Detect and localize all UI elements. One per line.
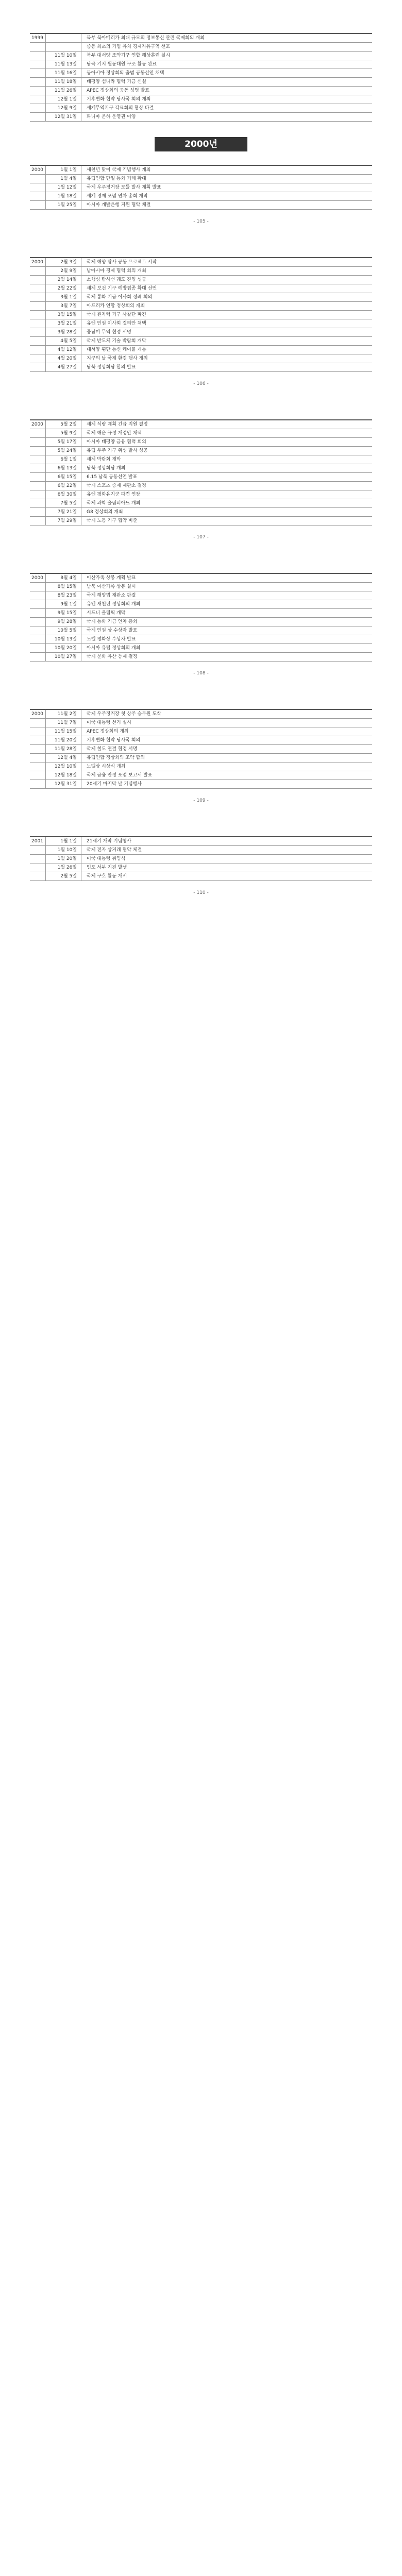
event-cell: 21세기 개막 기념행사 (87, 839, 131, 844)
date-cell: 2월 22일 (46, 284, 81, 293)
page-4 (30, 540, 372, 676)
date-cell: 10월 5일 (46, 626, 81, 635)
year-cell: 2001 (30, 837, 46, 845)
document (0, 0, 402, 895)
table-row (30, 635, 372, 644)
table-row (30, 420, 372, 429)
table-row (30, 745, 372, 754)
date-cell: 11월 15일 (46, 727, 81, 736)
year-cell: 2000 (30, 420, 46, 429)
date-cell: 4월 20일 (46, 354, 81, 363)
event-cell: 국제 통화 기금 이사회 정례 회의 (87, 295, 153, 300)
event-cell: 중남미 무역 협정 서명 (87, 330, 131, 335)
year-banner: 2000년 (155, 137, 247, 151)
table-row (30, 363, 372, 372)
table-row (30, 337, 372, 346)
event-cell: 남아시아 경제 협력 회의 개최 (87, 268, 146, 274)
date-cell: 1월 12일 (46, 183, 81, 192)
date-cell: 5월 17일 (46, 438, 81, 446)
table-row (30, 736, 372, 745)
table-row (30, 653, 372, 662)
date-cell: 1월 10일 (46, 846, 81, 854)
table-row (30, 95, 372, 104)
event-cell: 북부 북아메리카 최대 규모의 정보통신 관련 국제회의 개최 (87, 36, 205, 41)
date-cell: 6월 30일 (46, 490, 81, 499)
date-cell: 10월 13일 (46, 635, 81, 643)
page-1 (30, 0, 372, 224)
date-cell: 12월 31일 (46, 113, 81, 121)
date-cell: 9월 1일 (46, 600, 81, 608)
event-cell: 인도 서부 지진 발생 (87, 865, 127, 870)
table-row (30, 276, 372, 284)
event-cell: 국제 과학 올림피아드 개최 (87, 501, 141, 506)
date-cell: 8월 23일 (46, 591, 81, 600)
table-row (30, 490, 372, 499)
table-row (30, 618, 372, 626)
table-row (30, 780, 372, 789)
date-cell: 11월 7일 (46, 719, 81, 727)
table-row (30, 192, 372, 201)
event-cell: APEC 정상회의 공동 성명 발표 (87, 88, 149, 93)
event-cell: 국제 해양법 재판소 판결 (87, 593, 136, 598)
event-cell: 기후변화 협약 당사국 회의 (87, 738, 141, 743)
date-cell: 4월 5일 (46, 337, 81, 345)
table-row (30, 183, 372, 192)
date-cell: 2월 14일 (46, 276, 81, 284)
date-cell: 12월 10일 (46, 762, 81, 771)
table-row (30, 293, 372, 302)
date-cell: 8월 4일 (46, 574, 81, 582)
table-row (30, 34, 372, 43)
page-number: - 108 - (193, 671, 209, 676)
event-cell: 20세기 마지막 날 기념행사 (87, 782, 142, 787)
date-cell: 6월 22일 (46, 482, 81, 490)
event-cell: 아시아 태평양 금융 협력 회의 (87, 439, 146, 445)
event-cell: 유럽연합 정상회의 조약 합의 (87, 755, 145, 760)
date-cell: 12월 31일 (46, 780, 81, 788)
chronology-table (30, 33, 372, 122)
event-cell: 미국 대통령 선거 실시 (87, 720, 131, 725)
table-row (30, 574, 372, 583)
chronology-table (30, 836, 372, 881)
event-cell: 남북 정상회담 개최 (87, 466, 126, 471)
date-cell: 6월 15일 (46, 473, 81, 481)
date-cell: 7월 21일 (46, 508, 81, 516)
year-cell: 1999 (30, 34, 46, 42)
table-row (30, 626, 372, 635)
event-cell: 세계 경제 포럼 연차 총회 개막 (87, 194, 148, 199)
chronology-table (30, 709, 372, 789)
table-row (30, 517, 372, 526)
date-cell: 11월 28일 (46, 745, 81, 753)
date-cell: 1월 18일 (46, 192, 81, 200)
date-cell: 1월 26일 (46, 863, 81, 872)
date-cell: 3월 1일 (46, 293, 81, 301)
event-cell: 미국 대통령 취임식 (87, 856, 126, 861)
date-cell: 10월 27일 (46, 653, 81, 661)
table-row (30, 113, 372, 122)
event-cell: 이산가족 상봉 계획 발표 (87, 575, 136, 581)
event-cell: 국제 해운 규정 개정안 채택 (87, 431, 142, 436)
date-cell: 3월 15일 (46, 311, 81, 319)
page-number: - 109 - (193, 798, 209, 803)
event-cell: 파나마 운하 운영권 이양 (87, 114, 136, 120)
event-cell: 국제 인권 상 수상자 발표 (87, 628, 138, 633)
table-row (30, 175, 372, 183)
table-row (30, 60, 372, 69)
event-cell: 중동 최초의 기업 유치 경제자유구역 선포 (87, 44, 171, 49)
table-row (30, 719, 372, 727)
date-cell: 4월 12일 (46, 346, 81, 354)
event-cell: 국제 우주정거장 첫 상주 승무원 도착 (87, 711, 161, 717)
table-row (30, 438, 372, 447)
date-cell: 11월 26일 (46, 87, 81, 95)
chronology-table (30, 573, 372, 662)
table-row (30, 863, 372, 872)
date-cell: 7월 29일 (46, 517, 81, 525)
date-cell: 11월 10일 (46, 52, 81, 60)
event-cell: 대서양 횡단 통신 케이블 개통 (87, 347, 146, 352)
date-cell: 11월 20일 (46, 736, 81, 744)
event-cell: 북부 대서양 조약기구 연합 해상훈련 실시 (87, 53, 171, 58)
event-cell: 남북 이산가족 상봉 실시 (87, 584, 136, 589)
event-cell: 태평양 섬나라 협력 기금 신설 (87, 79, 146, 84)
date-cell: 9월 28일 (46, 618, 81, 626)
event-cell: 6.15 남북 공동선언 발표 (87, 474, 138, 480)
table-row (30, 78, 372, 87)
table-row (30, 710, 372, 719)
event-cell: 유엔 평화유지군 파견 연장 (87, 492, 141, 497)
event-cell: 남북 정상회담 합의 발표 (87, 365, 136, 370)
table-row (30, 455, 372, 464)
event-cell: 아시아 유럽 정상회의 개최 (87, 646, 141, 651)
table-row (30, 284, 372, 293)
page-2 (30, 224, 372, 386)
table-row (30, 762, 372, 771)
page-5 (30, 676, 372, 803)
date-cell: 2월 5일 (46, 872, 81, 880)
date-cell: 5월 24일 (46, 447, 81, 455)
date-cell: 11월 13일 (46, 60, 81, 69)
event-cell: 국제 철도 연결 협정 서명 (87, 747, 138, 752)
date-cell (46, 43, 81, 51)
date-cell: 4월 27일 (46, 363, 81, 371)
event-cell: 국제 통화 기금 연차 총회 (87, 619, 138, 624)
page-number: - 105 - (193, 219, 209, 224)
date-cell: 2월 3일 (46, 258, 81, 266)
date-cell: 12월 18일 (46, 771, 81, 779)
table-row (30, 609, 372, 618)
event-cell: 국제 반도체 기술 박람회 개막 (87, 338, 146, 344)
year-cell: 2000 (30, 258, 46, 266)
page-number: - 107 - (193, 535, 209, 540)
event-cell: 유엔 인권 이사회 결의안 채택 (87, 321, 146, 326)
table-row (30, 166, 372, 175)
chronology-table (30, 419, 372, 526)
event-cell: 유럽연합 단일 통화 거래 확대 (87, 176, 146, 181)
table-row (30, 482, 372, 490)
table-row (30, 591, 372, 600)
table-row (30, 600, 372, 609)
table-row (30, 52, 372, 60)
date-cell: 12월 4일 (46, 754, 81, 762)
table-row (30, 872, 372, 881)
date-cell: 12월 9일 (46, 104, 81, 112)
event-cell: 세계무역기구 각료회의 협상 타결 (87, 106, 154, 111)
table-row (30, 855, 372, 863)
year-cell: 2000 (30, 574, 46, 582)
table-row (30, 311, 372, 319)
event-cell: 국제 해양 탐사 공동 프로젝트 시작 (87, 260, 157, 265)
event-cell: 소행성 탐사선 궤도 진입 성공 (87, 277, 146, 282)
date-cell: 1월 1일 (46, 837, 81, 845)
page-3 (30, 386, 372, 540)
table-row (30, 328, 372, 337)
date-cell: 10월 20일 (46, 644, 81, 652)
date-cell: 11월 18일 (46, 78, 81, 86)
page-number: - 110 - (193, 890, 209, 895)
event-cell: 새천년 맞이 국제 기념행사 개최 (87, 167, 151, 173)
date-cell: 5월 9일 (46, 429, 81, 437)
date-cell: 12월 1일 (46, 95, 81, 104)
event-cell: 국제 전자 상거래 협약 체결 (87, 848, 142, 853)
table-row (30, 302, 372, 311)
event-cell: 국제 우주정거장 모듈 발사 계획 발표 (87, 185, 161, 190)
table-row (30, 354, 372, 363)
event-cell: 세계 식량 계획 긴급 지원 결정 (87, 422, 148, 427)
date-cell: 3월 21일 (46, 319, 81, 328)
event-cell: 국제 구호 활동 개시 (87, 874, 127, 879)
date-cell: 7월 5일 (46, 499, 81, 507)
page-6 (30, 803, 372, 895)
event-cell: 유엔 새천년 정상회의 개최 (87, 602, 141, 607)
table-row (30, 583, 372, 591)
date-cell: 6월 1일 (46, 455, 81, 464)
event-cell: G8 정상회의 개최 (87, 510, 123, 515)
table-row (30, 346, 372, 354)
table-row (30, 429, 372, 438)
date-cell (46, 34, 81, 42)
table-row (30, 87, 372, 95)
table-row (30, 201, 372, 210)
event-cell: 시드니 올림픽 개막 (87, 611, 126, 616)
event-cell: 국제 노동 기구 협약 비준 (87, 518, 138, 523)
date-cell: 1월 4일 (46, 175, 81, 183)
date-cell: 8월 15일 (46, 583, 81, 591)
table-row (30, 508, 372, 517)
event-cell: 지구의 날 국제 환경 행사 개최 (87, 356, 148, 361)
event-cell: 남극 기지 월동대원 구조 활동 완료 (87, 62, 157, 67)
event-cell: 세계 보건 기구 예방접종 확대 선언 (87, 286, 157, 291)
table-row (30, 267, 372, 276)
event-cell: 기후변화 협약 당사국 회의 개최 (87, 97, 151, 102)
table-row (30, 644, 372, 653)
year-cell: 2000 (30, 166, 46, 174)
date-cell: 2월 9일 (46, 267, 81, 275)
date-cell: 11월 2일 (46, 710, 81, 718)
event-cell: 국제 원자력 기구 사찰단 파견 (87, 312, 146, 317)
table-row (30, 43, 372, 52)
table-row (30, 473, 372, 482)
date-cell: 3월 7일 (46, 302, 81, 310)
table-row (30, 464, 372, 473)
table-row (30, 69, 372, 78)
table-row (30, 771, 372, 780)
date-cell: 3월 28일 (46, 328, 81, 336)
date-cell: 1월 20일 (46, 855, 81, 863)
event-cell: 국제 문화 유산 등재 결정 (87, 654, 138, 659)
event-cell: 아프리카 연합 정상회의 개최 (87, 303, 145, 309)
date-cell: 9월 15일 (46, 609, 81, 617)
event-cell: 노벨상 시상식 개최 (87, 764, 126, 769)
event-cell: 세계 박람회 개막 (87, 457, 121, 462)
year-cell: 2000 (30, 710, 46, 718)
table-row (30, 754, 372, 762)
page-number: - 106 - (193, 381, 209, 386)
event-cell: 국제 스포츠 중재 재판소 결정 (87, 483, 146, 488)
chronology-table (30, 165, 372, 210)
table-row (30, 104, 372, 113)
table-row (30, 837, 372, 846)
date-cell: 1월 1일 (46, 166, 81, 174)
event-cell: 아시아 개발은행 지원 협약 체결 (87, 202, 151, 208)
date-cell: 6월 13일 (46, 464, 81, 472)
date-cell: 5월 2일 (46, 420, 81, 429)
event-cell: 유럽 우주 기구 위성 발사 성공 (87, 448, 148, 453)
event-cell: 동아시아 정상회의 출범 공동선언 채택 (87, 71, 164, 76)
event-cell: APEC 정상회의 개최 (87, 729, 129, 734)
chronology-table (30, 257, 372, 372)
table-row (30, 258, 372, 267)
table-row (30, 846, 372, 855)
event-cell: 국제 금융 안정 포럼 보고서 발표 (87, 773, 153, 778)
table-row (30, 447, 372, 455)
table-row (30, 727, 372, 736)
event-cell: 노벨 평화상 수상자 발표 (87, 637, 136, 642)
date-cell: 1월 25일 (46, 201, 81, 209)
date-cell: 11월 16일 (46, 69, 81, 77)
table-row (30, 499, 372, 508)
table-row (30, 319, 372, 328)
